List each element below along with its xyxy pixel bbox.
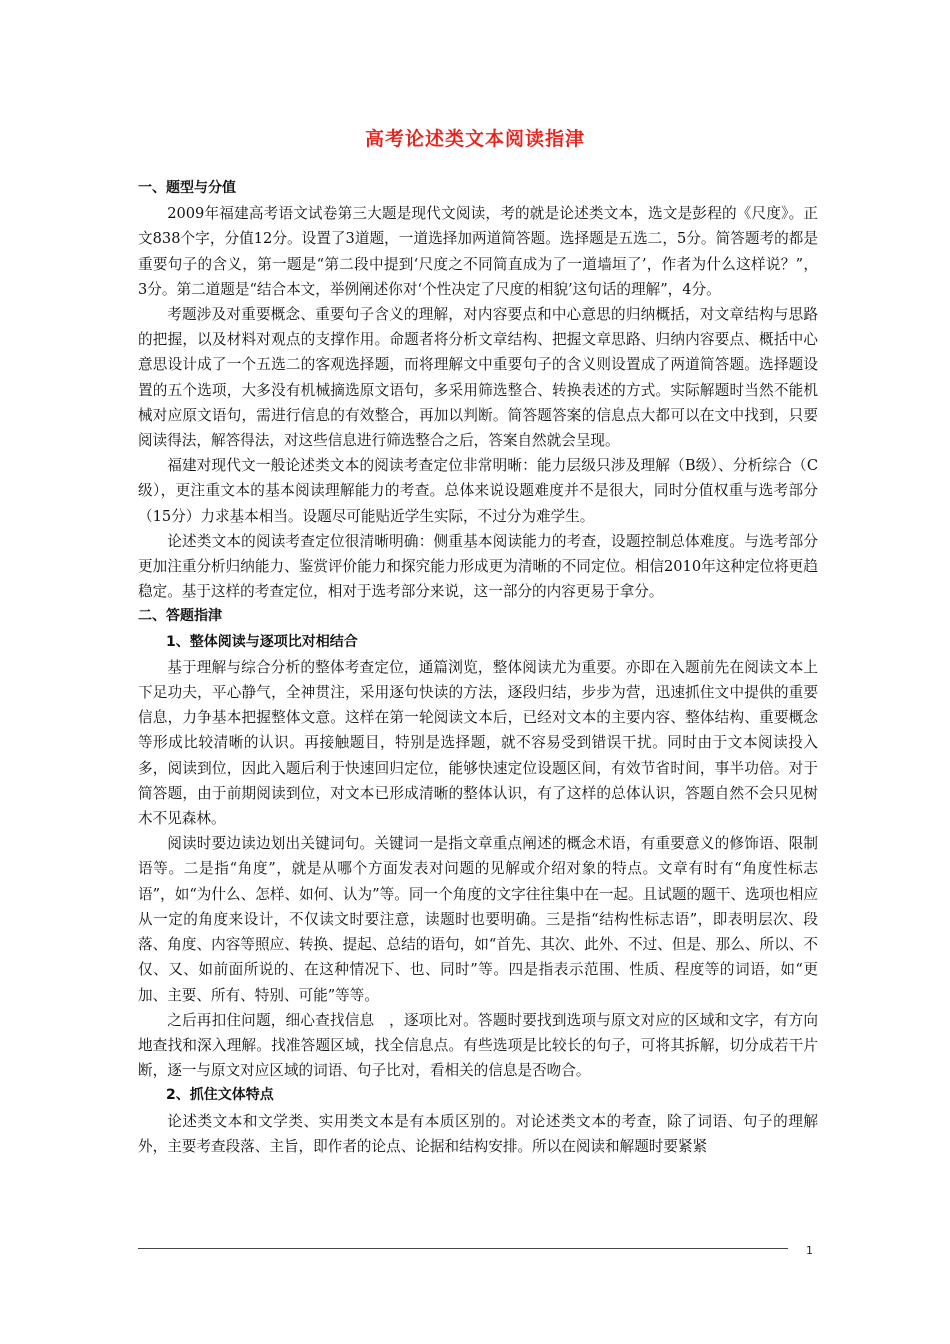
paragraph: 考题涉及对重要概念、重要句子含义的理解，对内容要点和中心意思的归纳概括，对文章结构与思路的把握，以及材料对观点的支撑作用。命题者将分析文章结构、把握文章思路、归纳内容要点、概括中心意思设计成了一个五选二的客观选择题，而将理解文中重要句子的含义则设置成了两道简答题。选择题设置的五个选项，大多没有机械摘选原文语句，多采用筛选整合、转换表述的方式。实际解题时当然不能机械对应原文语句，需进行信息的有效整合，再加以判断。简答题答案的信息点大都可以在文中找到，只要阅读得法，解答得法，对这些信息进行筛选整合之后，答案自然就会呈现。 — [138, 306, 818, 450]
paragraph: 论述类文本的阅读考查定位很清晰明确：侧重基本阅读能力的考查，设题控制总体难度。与选考部分更加注重分析归纳能力、鉴赏评价能力和探究能力形成更为清晰的不同定位。相信2010年这种定位将更趋稳定。基于这样的考查定位，相对于选考部分来说，这一部分的内容更易于拿分。 — [138, 532, 818, 601]
paragraph: 基于理解与综合分析的整体考查定位，通篇浏览，整体阅读尤为重要。亦即在入题前先在阅读文本上下足功夫，平心静气，全神贯注，采用逐句快读的方法，逐段归结，步步为营，迅速抓住文中提供的重要信息，力争基本把握整体文意。这样在第一轮阅读文本后，已经对文本的主要内容、整体结构、重要概念等形成比较清晰的认识。再接触题目，特别是选择题，就不容易受到错误干扰。同时由于文本阅读投入多，阅读到位，因此入题后利于快速回归定位，能够快速定位设题区间，有效节省时间，事半功倍。对于简答题，由于前期阅读到位，对文本已形成清晰的整体认识，有了这样的总体认识，答题自然不会只见树木不见森林。 — [138, 658, 818, 828]
paragraph: 阅读时要边读边划出关键词句。关键词一是指文章重点阐述的概念术语，有重要意义的修饰语、限制语等。二是指“角度”，就是从哪个方面发表对问题的见解或介绍对象的特点。文章有时有“角度性标志语”，如“为什么、怎样、如何、认为”等。同一个角度的文字往往集中在一起。且试题的题干、选项也相应从一定的角度来设计，不仅读文时要注意，读题时也要明确。三是指“结构性标志语”，即表明层次、段落、角度、内容等照应、转换、提起、总结的语句，如“首先、其次、此外、不过、但是、那么、所以、不仅、又、如前面所说的、在这种情况下、也、同时”等。四是指表示范围、性质、程度等的词语，如“更加、主要、所有、特别、可能”等等。 — [138, 835, 818, 1004]
section-heading: 二、答题指津 — [138, 608, 222, 625]
paragraph: 论述类文本和文学类、实用类文本是有本质区别的。对论述类文本的考查，除了词语、句子的理解外，主要考查段落、主旨，即作者的论点、论据和结构安排。所以在阅读和解题时要紧紧 — [138, 1112, 818, 1155]
paragraph: 2009年福建高考语文试卷第三大题是现代文阅读，考的就是论述类文本，选文是彭程的《尺度》。正文838个字，分值12分。设置了3道题，一道选择加两道简答题。选择题是五选二，5分。简答题考的都是重要句子的含义，第一题是“第二段中提到‘尺度之不同简直成为了一道墙垣了’，作者为什么这样说？”， 3分。第二道题是“结合本文，举例阐述你对‘个性决定了尺度的相貌’这句话的理解”，4分。 — [138, 205, 818, 298]
footer-divider — [138, 1248, 788, 1249]
subsection-heading: 2、抓住文体特点 — [166, 1087, 274, 1104]
document-title: 高考论述类文本阅读指津 — [364, 128, 585, 150]
page-number: 1 — [806, 1244, 813, 1257]
subsection-heading: 1、整体阅读与逐项比对相结合 — [166, 633, 358, 650]
paragraph: 福建对现代文一般论述类文本的阅读考查定位非常明晰：能力层级只涉及理解（B级）、分析综合（C级），更注重文本的基本阅读理解能力的考查。总体来说设题难度并不是很大，同时分值权重与选考部分（15分）力求基本相当。设题尽可能贴近学生实际，不过分为难学生。 — [138, 457, 818, 525]
section-heading: 一、题型与分值 — [138, 180, 236, 196]
paragraph: 之后再扣住问题，细心查找信息 ，逐项比对。答题时要找到选项与原文对应的区域和文字，有方向地查找和深入理解。找准答题区域，找全信息点。有些选项是比较长的句子，可将其拆解，切分成若干片断，逐一与原文对应区域的词语、句子比对，看相关的信息是否吻合。 — [138, 1011, 818, 1080]
document-body — [138, 176, 818, 1159]
